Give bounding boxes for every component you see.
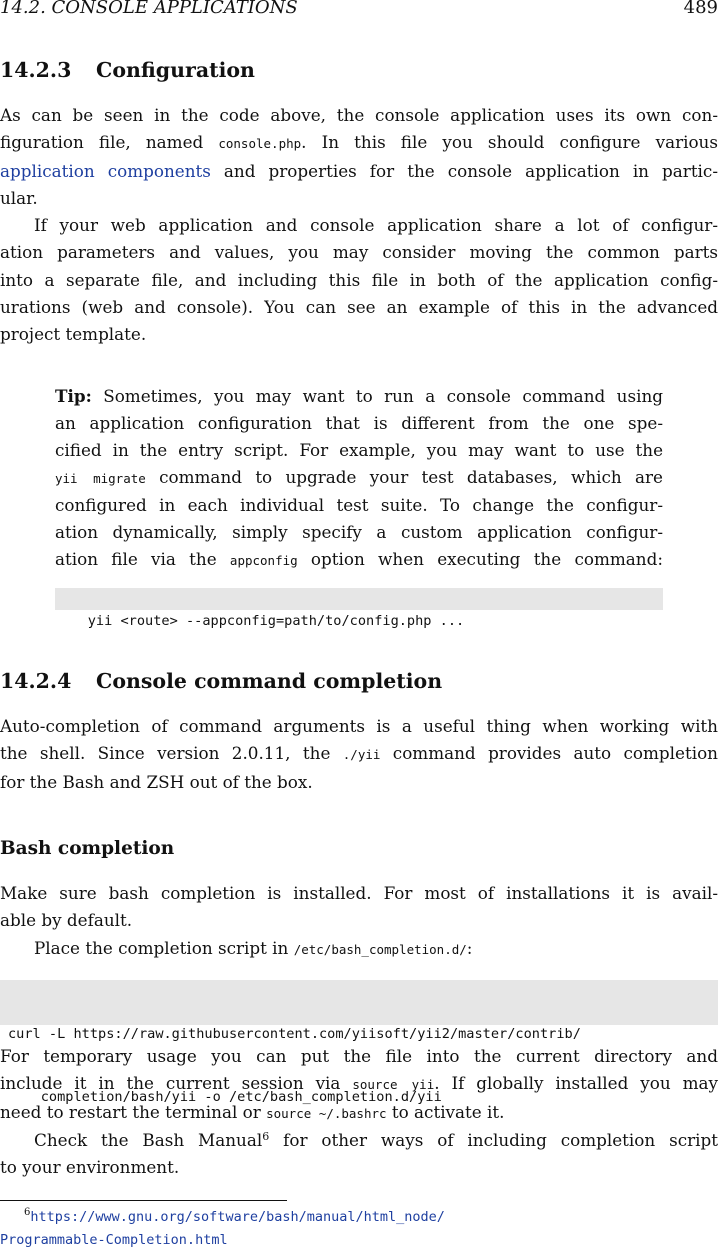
inline-code: /etc/bash_completion.d/ xyxy=(293,941,467,957)
inline-code: yii migrate xyxy=(55,471,146,486)
paragraph-bash-3: For temporary usage you can put the file into the current directory and include it in the current session via source yii. If globally installed you may need to restart the terminal or source ~/.bashrc to activate it. Check the Bash Manual$^6$ for other ways of including completion script to your environment. xyxy=(0,1046,718,1178)
section-heading-completion xyxy=(0,669,442,693)
tip-code-block xyxy=(55,588,663,629)
code-line: yii <route> --appconfig=path/to/config.php ... xyxy=(87,613,465,629)
section-title: Console command completion xyxy=(96,669,443,693)
footnote-link-continued[interactable]: Programmable-Completion.html xyxy=(0,1232,228,1248)
page-number: 489 xyxy=(683,0,718,18)
tip-box: Tip: Sometimes, you may want to run a console command using an application configuration that is different from the one spe- cified in the entry script. For example, you may want to use the yii migrate command to upgrade your test databases, which are configured in each individual test suite. To change the configur- ation dynamically, simply specify a custom application configur- ation file via the appconfig option when executing the command: xyxy=(55,386,663,569)
inline-code: ./yii xyxy=(342,747,381,763)
inline-code: appconfig xyxy=(229,553,298,568)
running-head xyxy=(0,0,718,21)
section-number: 14.2.4 xyxy=(0,669,72,693)
running-head-section: 14.2. CONSOLE APPLICATIONS xyxy=(0,0,298,18)
code-line: curl -L https://raw.githubusercontent.com/yiisoft/yii2/master/contrib/ xyxy=(8,1026,581,1042)
footnote-link[interactable]: https://www.gnu.org/software/bash/manual/html_node/ xyxy=(30,1209,445,1225)
footnote-rule xyxy=(0,1200,287,1201)
footnote-number: 6 xyxy=(24,1207,31,1218)
section-heading-configuration xyxy=(0,58,255,82)
section-number: 14.2.3 xyxy=(0,58,72,82)
footnote-marker[interactable]: 6 xyxy=(262,1129,270,1143)
paragraph-config-1: As can be seen in the code above, the console application uses its own con- figuration file, named console.php. In this file you should configure various application components and properties for the console application in partic- ular. xyxy=(0,105,718,208)
paragraph-completion-1: Auto-completion of command arguments is a useful thing when working with the shell. Since version 2.0.11, the ./yii command provides auto completion for the Bash and ZSH out of the box. xyxy=(0,716,718,792)
paragraph-bash-1: Make sure bash completion is installed. For most of installations it is avail- able by default. Place the completion script in /etc/bash_completion.d/: xyxy=(0,883,718,958)
inline-code: source ~/.bashrc xyxy=(266,1105,387,1121)
inline-code: source yii xyxy=(352,1077,435,1093)
tip-label: Tip: xyxy=(55,386,92,406)
code-line: completion/bash/yii -o /etc/bash_completion.d/yii xyxy=(8,1089,442,1105)
subsection-heading-bash: Bash completion xyxy=(0,838,175,859)
section-title: Configuration xyxy=(96,58,255,82)
footnote xyxy=(0,1205,718,1251)
inline-code: console.php xyxy=(218,136,302,152)
application-components-link[interactable]: application components xyxy=(0,160,211,181)
paragraph-config-2: If your web application and console application share a lot of configur- ation parameters and values, you may consider moving the common parts into a separate file, and including this file in both of the application config- urations (web and console). You can see an example of this in the advanced project template. xyxy=(0,215,718,345)
